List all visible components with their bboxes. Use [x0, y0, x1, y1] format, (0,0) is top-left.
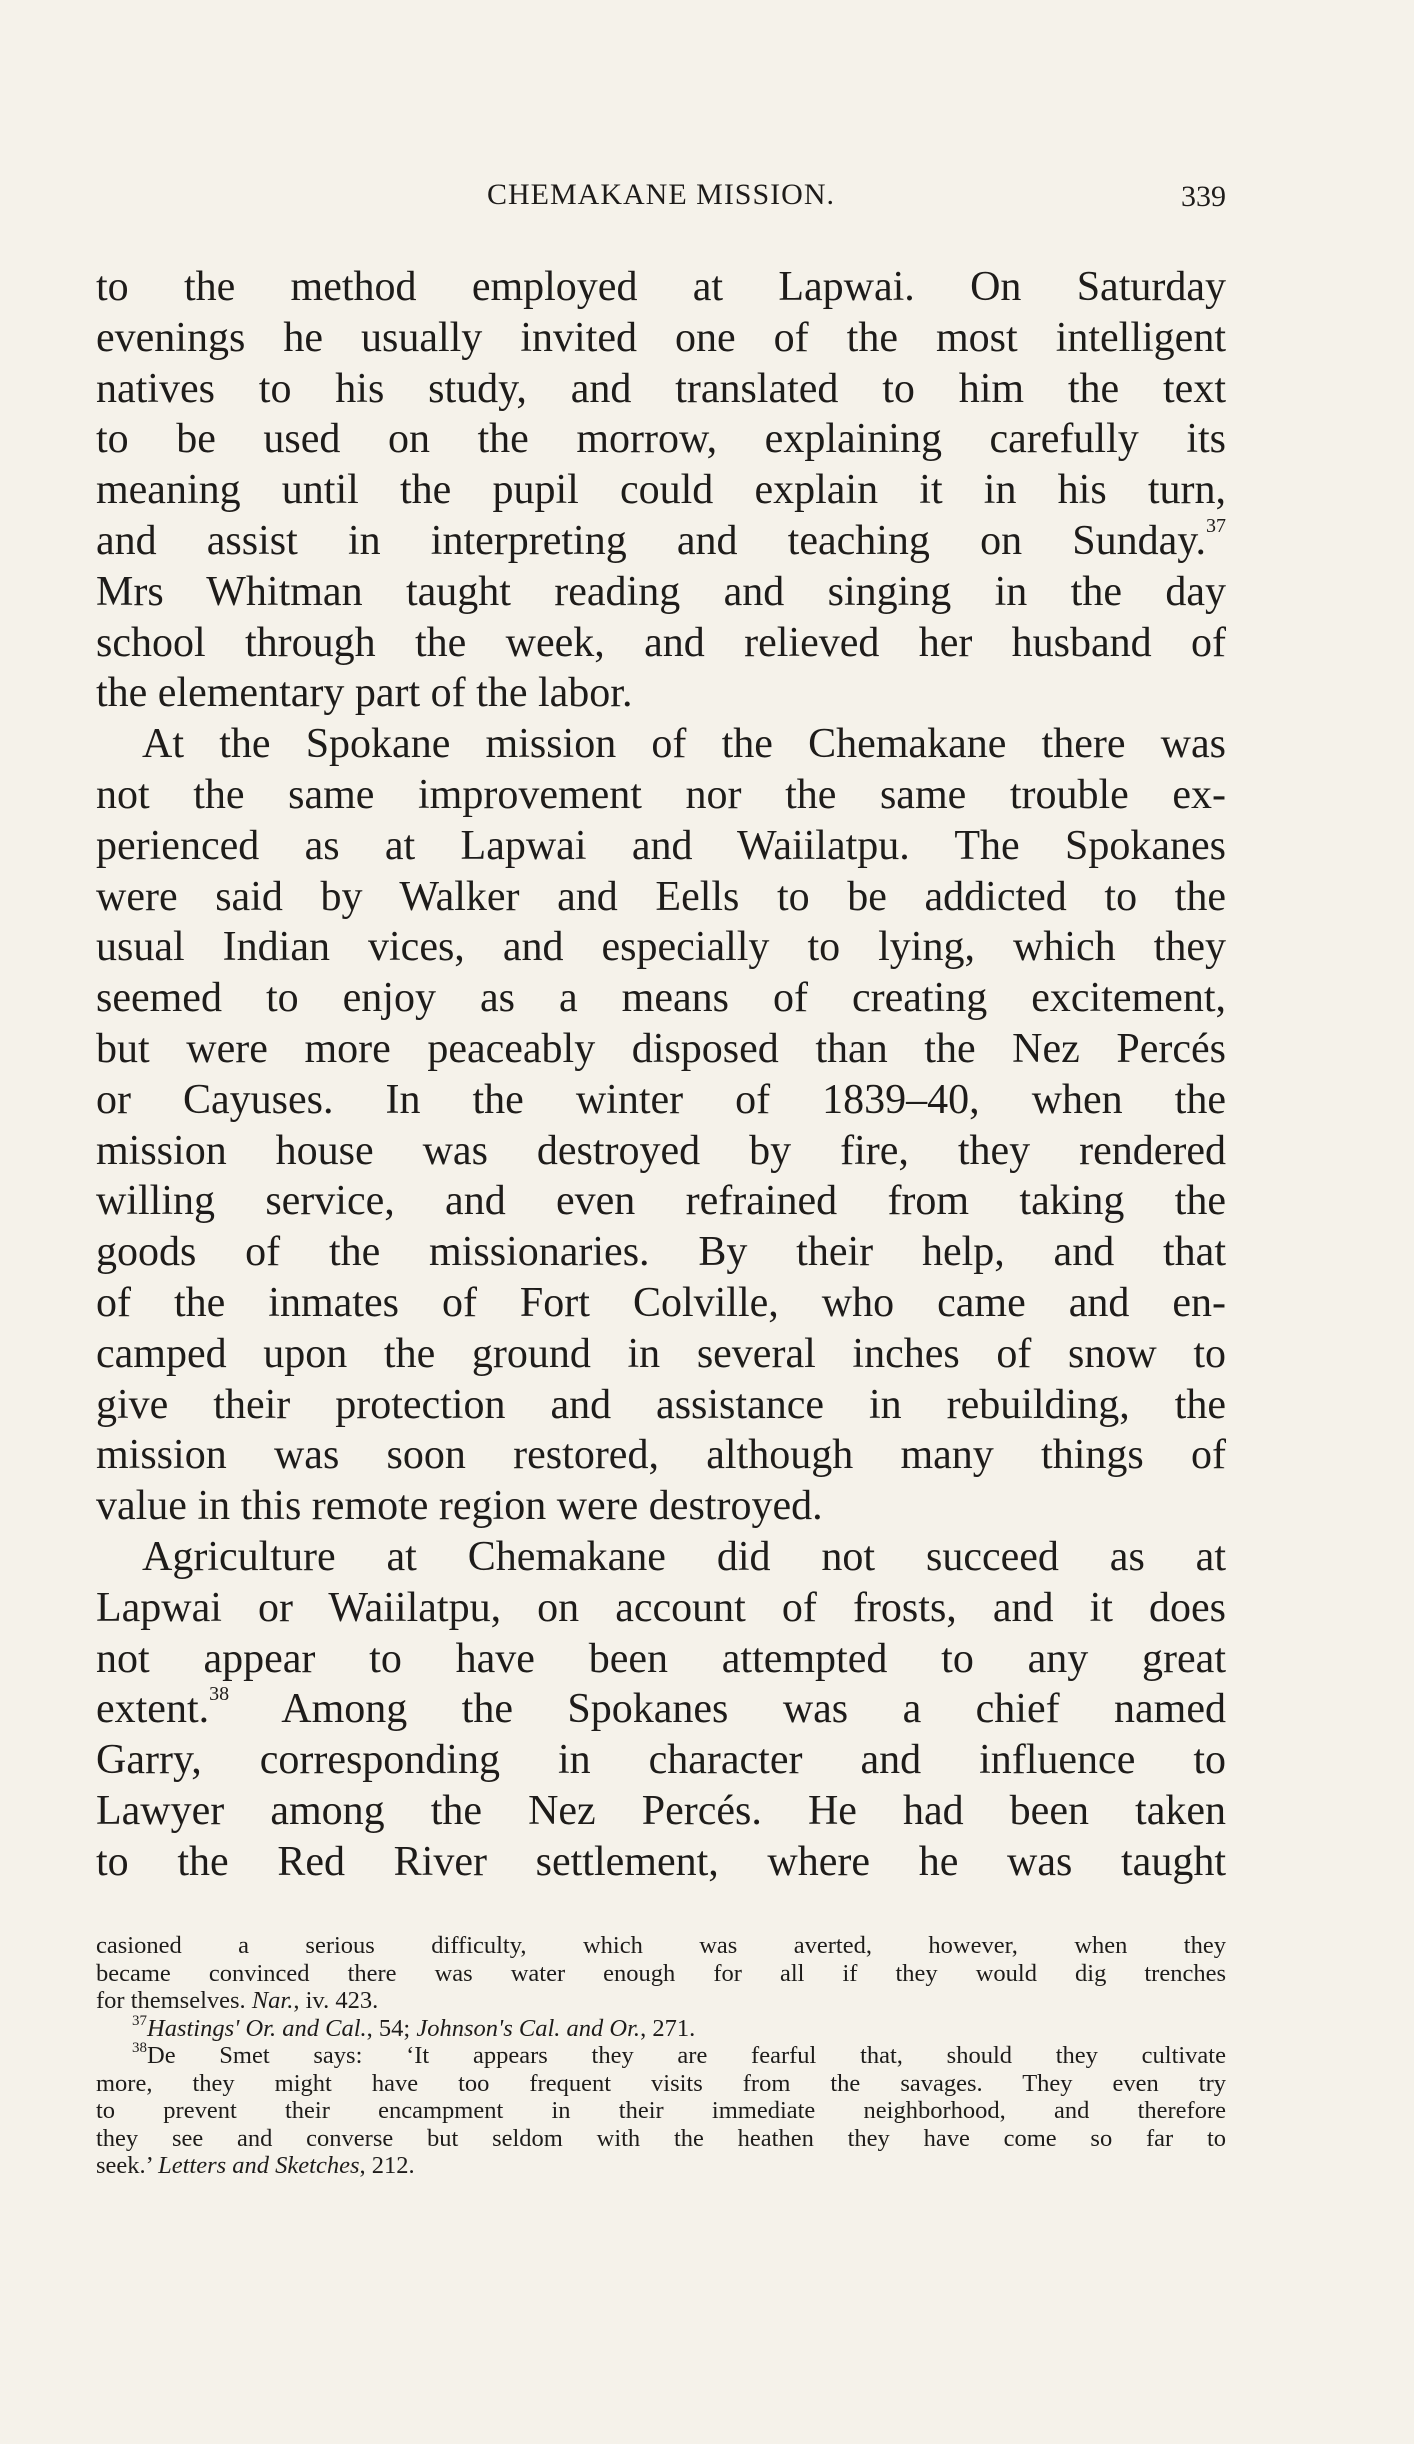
- text-line: or Cayuses. In the winter of 1839–40, when the: [96, 1076, 1226, 1123]
- text-line: goods of the missionaries. By their help, and that: [96, 1229, 1226, 1276]
- text-line: evenings he usually invited one of the most intelligent: [96, 314, 1226, 361]
- text-line: to be used on the morrow, explaining carefully its: [96, 416, 1226, 463]
- footnote-text: , 271.: [640, 2014, 696, 2042]
- text-line: not the same improvement nor the same trouble ex-: [96, 771, 1226, 818]
- text-line: Mrs Whitman taught reading and singing in the day: [96, 568, 1226, 615]
- text-line: seemed to enjoy as a means of creating excitement,: [96, 975, 1226, 1022]
- body-text: [96, 262, 1226, 1888]
- text-line: Lawyer among the Nez Percés. He had been taken: [96, 1787, 1226, 1834]
- text-line: Agriculture at Chemakane did not succeed as at: [142, 1533, 1226, 1580]
- footnote-text: De Smet says: ‘It appears they are fearful that, should they cultivate: [147, 2042, 1226, 2069]
- text-line: camped upon the ground in several inches of snow to: [96, 1330, 1226, 1377]
- footnote-text: for themselves.: [96, 1987, 252, 2014]
- footnote-ref: 37: [1206, 514, 1226, 537]
- text-line: not appear to have been attempted to any great: [96, 1635, 1226, 1682]
- footnote-line: more, they might have too frequent visits from the savages. They even try: [96, 2069, 1226, 2097]
- text-line: the elementary part of the labor.: [96, 670, 633, 717]
- footnote-line: became convinced there was water enough for all if they would dig trenches: [96, 1959, 1226, 1987]
- footnote-line: they see and converse but seldom with the heathen they have come so far to: [96, 2124, 1226, 2152]
- text-line: mission was soon restored, although many things of: [96, 1432, 1226, 1479]
- citation-title: Nar.: [251, 1987, 294, 2014]
- text-line: [96, 516, 1226, 567]
- footnote-number: 38: [132, 2040, 147, 2056]
- text-line: school through the week, and relieved her husband of: [96, 619, 1226, 666]
- text-line: but were more peaceably disposed than the Nez Percés: [96, 1025, 1226, 1072]
- text-line: of the inmates of Fort Colville, who came and en-: [96, 1279, 1226, 1326]
- footnote-line: [96, 2152, 1226, 2180]
- footnote-text: , 212.: [359, 2152, 415, 2179]
- line-text: extent.: [96, 1686, 210, 1733]
- footnote-text: seek.’: [96, 2152, 159, 2179]
- text-line: Garry, corresponding in character and influence to: [96, 1737, 1226, 1784]
- text-line: to the method employed at Lapwai. On Saturday: [96, 264, 1226, 310]
- text-line: willing service, and even refrained from taking the: [96, 1178, 1226, 1225]
- text-line: natives to his study, and translated to him the text: [96, 365, 1226, 412]
- text-line: Lapwai or Waiilatpu, on account of frosts, and it does: [96, 1584, 1226, 1631]
- footnote-ref: 38: [209, 1683, 230, 1706]
- text-line: to the Red River settlement, where he was taught: [96, 1838, 1226, 1885]
- footnote-text: , iv. 423.: [293, 1987, 379, 2014]
- page-header: [96, 178, 1226, 226]
- footnotes: [96, 1932, 1226, 2180]
- citation-title: Hastings' Or. and Cal.: [147, 2014, 367, 2042]
- text-line: were said by Walker and Eells to be addicted to the: [96, 873, 1226, 920]
- footnote-38: [96, 2042, 1226, 2070]
- text-line: value in this remote region were destroyed.: [96, 1483, 823, 1530]
- footnote-text: , 54;: [366, 2014, 417, 2042]
- line-text: Among the Spokanes was a chief named: [229, 1686, 1226, 1733]
- line-text: and assist in interpreting and teaching on Sunday.: [96, 517, 1206, 564]
- text-line: give their protection and assistance in rebuilding, the: [96, 1381, 1226, 1428]
- footnote-line: to prevent their encampment in their immediate neighborhood, and therefore: [96, 2097, 1226, 2124]
- footnote-line: [96, 1987, 1226, 2015]
- text-line: mission house was destroyed by fire, they rendered: [96, 1127, 1226, 1174]
- text-line: meaning until the pupil could explain it in his turn,: [96, 467, 1226, 514]
- footnote-number: 37: [132, 2012, 147, 2029]
- citation-title: Letters and Sketches: [158, 2152, 360, 2179]
- footnote-line: casioned a serious difficulty, which was averted, however, when they: [96, 1932, 1226, 1959]
- citation-title: Johnson's Cal. and Or.: [416, 2014, 641, 2042]
- text-line: perienced as at Lapwai and Waiilatpu. The Spokanes: [96, 822, 1226, 869]
- text-line: [96, 1684, 1226, 1735]
- running-title: CHEMAKANE MISSION.: [486, 178, 835, 211]
- text-line: At the Spokane mission of the Chemakane there was: [142, 721, 1226, 768]
- text-line: usual Indian vices, and especially to lying, which they: [96, 924, 1226, 971]
- page-number: 339: [1181, 180, 1226, 213]
- footnote-37: [96, 2012, 1226, 2043]
